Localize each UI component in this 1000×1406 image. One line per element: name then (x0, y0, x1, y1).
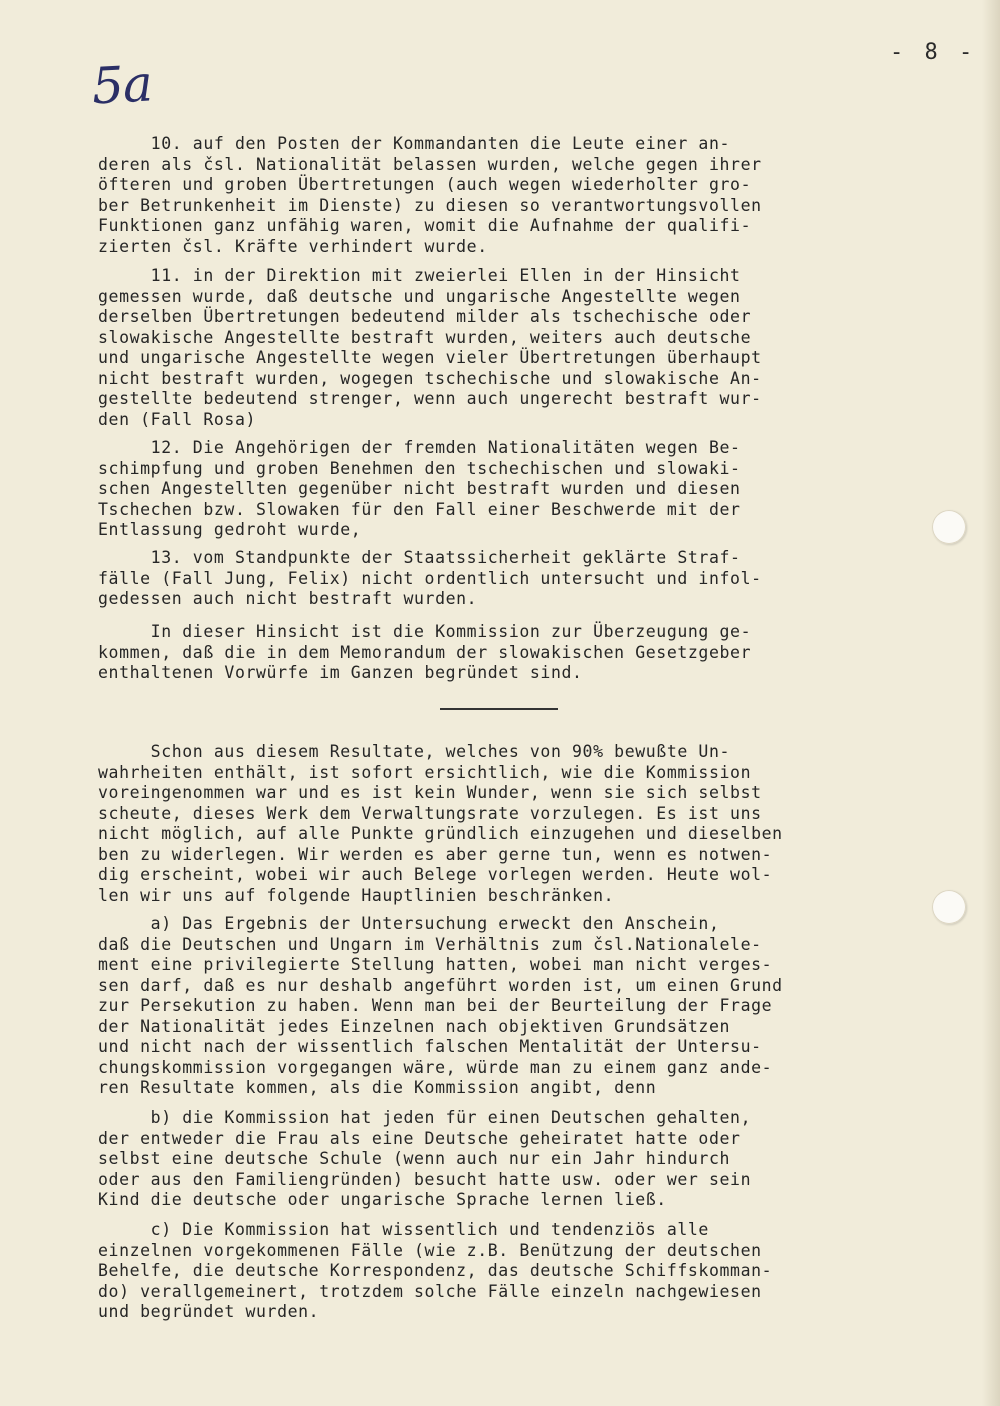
punch-hole-upper (932, 510, 966, 544)
paragraph-point-c: c) Die Kommission hat wissentlich und tendenziös alle einzelnen vorgekommenen Fälle (wie z.B. Benützung der deutschen Behelfe, die deutsche Korrespondenz, das deutsche Schiffskomman- do) verallgemeinert, trotzdem solche Fälle einzeln nachgewiesen und begründet wurden. (98, 1220, 773, 1321)
page-number: - 8 - (890, 40, 977, 65)
paragraph-item-12: 12. Die Angehörigen der fremden Nationalitäten wegen Be- schimpfung und groben Benehmen den tschechischen und slowaki- schen Angestellten gegenüber nicht bestraft wurden und diesen Tschechen bzw. Slowaken für den Fall einer Beschwerde mit der Entlassung gedroht wurde, (98, 438, 741, 539)
paragraph-item-10: 10. auf den Posten der Kommandanten die Leute einer an- deren als čsl. Nationalität belassen wurden, welche gegen ihrer öfteren und groben Übertretungen (auch wegen wiederholter gro- ber Betrunkenheit im Dienste) zu diesen so verantwortungsvollen Funktionen ganz unfähig waren, womit die Aufnahme der qualifi- zierten čsl. Kräfte verhindert wurde. (98, 134, 762, 256)
paragraph-response-intro: Schon aus diesem Resultate, welches von 90% bewußte Un- wahrheiten enthält, ist sofort ersichtlich, wie die Kommission voreingenommen war und es ist kein Wunder, wenn sie sich selbst scheute, dieses Werk dem Verwaltungsrate vorzulegen. Es ist uns nicht möglich, auf alle Punkte gründlich einzugehen und dieselben ben zu widerlegen. Wir werden es aber gerne tun, wenn es notwen- dig erscheint, wobei wir auch Belege vorlegen werden. Heute wol- len wir uns auf folgende Hauptlinien beschränken. (98, 742, 783, 905)
paragraph-item-11: 11. in der Direktion mit zweierlei Ellen in der Hinsicht gemessen wurde, daß deutsche und ungarische Angestellte wegen derselben Übertretungen bedeutend milder als tschechische oder slowakische Angestellte bestraft wurden, weiters auch deutsche und ungarische Angestellte wegen vieler Übertretungen überhaupt nicht bestraft wurden, wogegen tschechische und slowakische An- gestellte bedeutend strenger, wenn auch ungerecht bestraft wur- den (Fall Rosa) (98, 266, 762, 429)
punch-hole-lower (932, 890, 966, 924)
paragraph-point-b: b) die Kommission hat jeden für einen Deutschen gehalten, der entweder die Frau als eine Deutsche geheiratet hatte oder selbst eine deutsche Schule (wenn auch nur ein Jahr hindurch oder aus den Familiengründen) besucht hatte usw. oder wer sein Kind die deutsche oder ungarische Sprache lernen ließ. (98, 1108, 752, 1209)
paragraph-point-a: a) Das Ergebnis der Untersuchung erweckt den Anschein, daß die Deutschen und Ungarn im Verhältnis zum čsl.Nationalele- ment eine privilegierte Stellung hatten, wobei man nicht verges- sen darf, daß es nur deshalb angeführt worden ist, um einen Grund zur Persekution zu haben. Wenn man bei der Beurteilung der Frage der Nationalität jedes Einzelnen nach objektiven Grundsätzen und nicht nach der wissentlich falschen Mentalität der Untersu- chungskommission vorgegangen wäre, würde man zu einem ganz ande- ren Resultate kommen, als die Kommission angibt, denn (98, 914, 783, 1097)
page-edge-shadow (982, 0, 1000, 1406)
paragraph-conclusion: In dieser Hinsicht ist die Kommission zur Überzeugung ge- kommen, daß die in dem Memorandum der slowakischen Gesetzgeber enthaltenen Vorwürfe im Ganzen begründet sind. (98, 622, 752, 682)
handwritten-page-mark: 5a (90, 54, 154, 116)
paragraph-item-13: 13. vom Standpunkte der Staatssicherheit geklärte Straf- fälle (Fall Jung, Felix) nicht ordentlich untersucht und infol- gedessen auch nicht bestraft wurden. (98, 548, 762, 608)
section-separator (440, 708, 558, 710)
